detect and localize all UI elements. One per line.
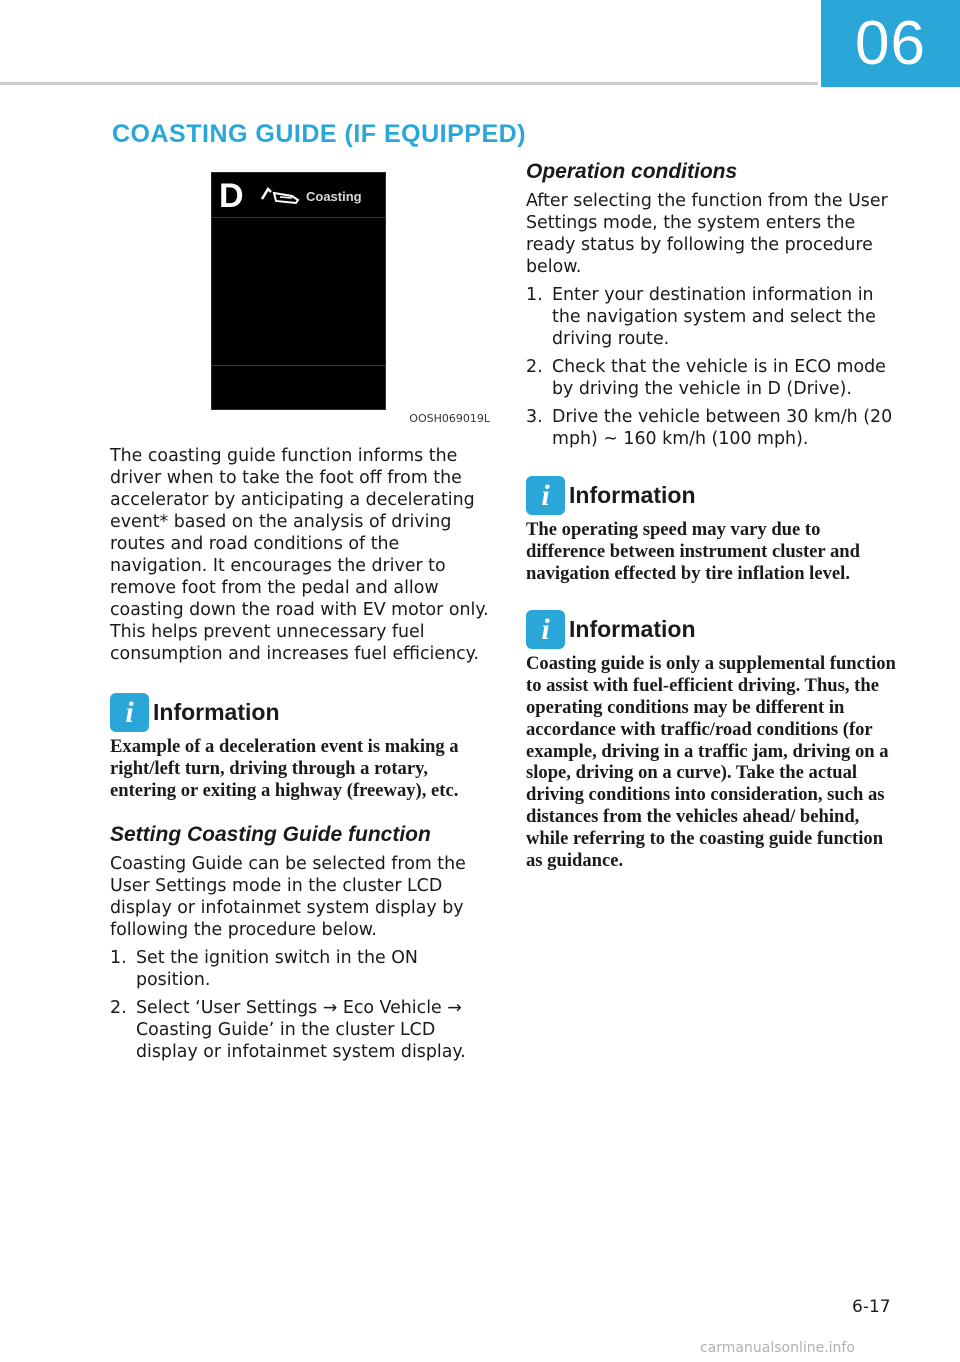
header-rule — [0, 82, 818, 85]
watermark: carmanualsonline.info — [700, 1340, 855, 1356]
operation-steps — [526, 284, 901, 450]
right-column — [526, 160, 901, 871]
step-text: Enter your destination information in the navigation system and select the driving route. — [552, 285, 876, 349]
chapter-number: 06 — [855, 9, 926, 78]
page-number: 6-17 — [852, 1297, 891, 1317]
list-item — [526, 406, 901, 450]
step-text: Set the ignition switch in the ON position. — [136, 948, 418, 991]
setting-paragraph: Coasting Guide can be selected from the User Settings mode in the cluster LCD display or infotainmet system display by following the procedure below. — [110, 854, 466, 941]
info-text-3: Coasting guide is only a supplemental function to assist with fuel-efficient driving. Thus, the operating conditions may be different in accordance with traffic/road conditions (for example, driving in a traffic jam, driving on a slope, driving on a curve). Take the actual driving conditions into consideration, such as distances from the vehicles ahead/ behind, while referring to the coasting guide function as guidance. — [526, 653, 896, 871]
step-number: 1. — [110, 948, 127, 969]
intro-paragraph: The coasting guide function informs the driver when to take the foot off from the accelerator by anticipating a decelerating event* based on the analysis of driving routes and road conditions of the navigation. It encourages the driver to remove foot from the pedal and allow coasting down the road with EV motor only. This helps prevent unnecessary fuel consumption and increases fuel efficiency. — [110, 446, 489, 664]
section-title: COASTING GUIDE (IF EQUIPPED) — [112, 120, 527, 148]
foot-off-pedal-icon — [258, 185, 304, 205]
gear-indicator: D — [219, 177, 244, 215]
setting-steps — [110, 947, 490, 1063]
step-number: 1. — [526, 285, 543, 305]
list-item — [110, 947, 490, 991]
info-heading-3 — [526, 610, 901, 649]
list-item — [110, 997, 490, 1063]
info-title-1: Information — [153, 699, 280, 725]
cluster-display-figure — [211, 172, 386, 410]
list-item — [526, 356, 901, 400]
info-text-2: The operating speed may vary due to difference between instrument cluster and navigation effected by tire inflation level. — [526, 519, 860, 584]
step-number: 2. — [110, 998, 127, 1019]
step-text: Drive the vehicle between 30 km/h (20 mph) ~ 160 km/h (100 mph). — [552, 407, 893, 449]
step-number: 3. — [526, 407, 543, 427]
info-text-1: Example of a deceleration event is making a right/left turn, driving through a rotary, entering or exiting a highway (freeway), etc. — [110, 736, 459, 801]
setting-heading: Setting Coasting Guide function — [110, 823, 431, 847]
operation-paragraph: After selecting the function from the User Settings mode, the system enters the ready status by following the procedure below. — [526, 191, 888, 277]
step-text: Check that the vehicle is in ECO mode by driving the vehicle in D (Drive). — [552, 357, 886, 399]
step-number: 2. — [526, 357, 543, 377]
information-icon: i — [526, 476, 565, 515]
information-icon: i — [110, 693, 149, 732]
step-text: Select ‘User Settings → Eco Vehicle → Coasting Guide’ in the cluster LCD display or infotainmet system display. — [136, 998, 466, 1063]
info-title-3: Information — [569, 616, 696, 643]
coasting-label: Coasting — [306, 189, 362, 204]
info-title-2: Information — [569, 482, 696, 508]
information-icon: i — [526, 610, 565, 649]
list-item — [526, 284, 901, 350]
info-heading-2 — [526, 476, 901, 515]
left-column — [110, 172, 490, 1063]
info-heading-1 — [110, 693, 490, 732]
image-code: OOSH069019L — [409, 412, 490, 425]
operation-heading: Operation conditions — [526, 160, 738, 183]
chapter-tab — [821, 0, 960, 87]
cluster-divider — [212, 365, 385, 366]
